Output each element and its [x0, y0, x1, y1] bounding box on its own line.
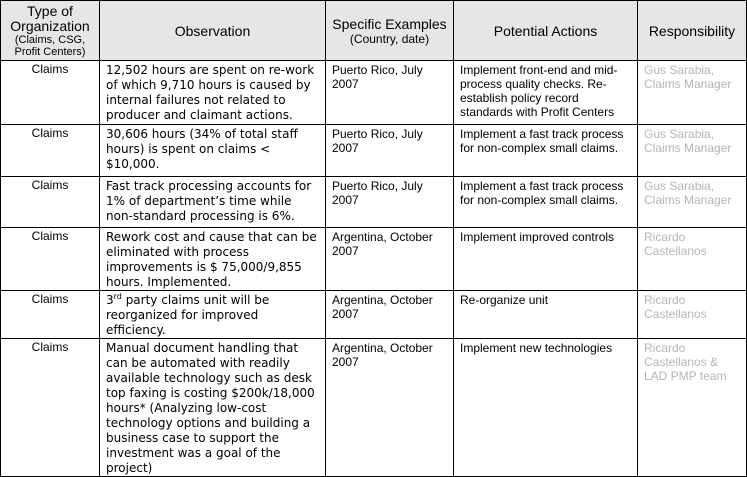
cell-observation: Manual document handling that can be automated with readily available technology such as desk top faxing is costing $200k/18,000 hours* (Analyzing low-cost technology options and building a business case to support the investment was a goal of the project) — [100, 339, 326, 477]
cell-type: Claims — [1, 125, 100, 177]
cell-action: Implement a fast track process for non-complex small claims. — [454, 125, 638, 177]
cell-example: Puerto Rico, July 2007 — [326, 177, 454, 228]
cell-example: Argentina, October 2007 — [326, 291, 454, 339]
cell-responsibility: Ricardo Castellanos — [638, 291, 747, 339]
header-row — [1, 1, 747, 61]
header-observation-label: Observation — [174, 22, 251, 39]
header-examples-label: Specific Examples — [332, 15, 447, 32]
table-row — [1, 125, 747, 177]
table-row — [1, 61, 747, 125]
cell-observation — [100, 291, 326, 339]
cell-example: Puerto Rico, July 2007 — [326, 61, 454, 125]
header-type-label: Type of Organization — [10, 2, 90, 34]
table-row — [1, 177, 747, 228]
table-row — [1, 228, 747, 291]
header-type-sublabel: (Claims, CSG, Profit Centers) — [14, 33, 86, 58]
cell-example: Argentina, October 2007 — [326, 339, 454, 477]
header-actions-label: Potential Actions — [493, 22, 598, 39]
cell-type: Claims — [1, 228, 100, 291]
cell-responsibility: Ricardo Castellanos — [638, 228, 747, 291]
table-row — [1, 291, 747, 339]
cell-action: Implement improved controls — [454, 228, 638, 291]
cell-observation: 12,502 hours are spent on re-work of which 9,710 hours is caused by internal failures not related to producer and claimant actions. — [100, 61, 326, 125]
superscript-ordinal: rd — [113, 292, 122, 301]
cell-example: Puerto Rico, July 2007 — [326, 125, 454, 177]
cell-type: Claims — [1, 177, 100, 228]
observation-text-start: 3 — [106, 293, 114, 307]
cell-action: Implement new technologies — [454, 339, 638, 477]
cell-observation: Rework cost and cause that can be eliminated with process improvements is $ 75,000/9,855 hours. Implemented. — [100, 228, 326, 291]
table-row — [1, 339, 747, 477]
header-responsibility-label: Responsibility — [648, 22, 736, 39]
header-observation — [100, 1, 326, 61]
cell-type: Claims — [1, 61, 100, 125]
cell-type: Claims — [1, 339, 100, 477]
header-potential-actions — [454, 1, 638, 61]
cell-action: Re-organize unit — [454, 291, 638, 339]
cell-observation: Fast track processing accounts for 1% of department’s time while non-standard processing is 6%. — [100, 177, 326, 228]
cell-observation: 30,606 hours (34% of total staff hours) is spent on claims < $10,000. — [100, 125, 326, 177]
header-specific-examples — [326, 1, 454, 61]
cell-responsibility: Gus Sarabia, Claims Manager — [638, 125, 747, 177]
header-examples-sublabel: (Country, date) — [349, 31, 430, 46]
cell-responsibility: Gus Sarabia, Claims Manager — [638, 61, 747, 125]
cell-action: Implement a fast track process for non-complex small claims. — [454, 177, 638, 228]
cell-responsibility: Ricardo Castellanos & LAD PMP team — [638, 339, 747, 477]
header-type-of-organization — [1, 1, 100, 61]
cell-action: Implement front-end and mid-process quality checks. Re-establish policy record standards with Profit Centers — [454, 61, 638, 125]
cell-responsibility: Gus Sarabia, Claims Manager — [638, 177, 747, 228]
observation-text-rest: party claims unit will be reorganized for improved efficiency. — [106, 293, 270, 337]
cell-type: Claims — [1, 291, 100, 339]
cell-example: Argentina, October 2007 — [326, 228, 454, 291]
header-responsibility — [638, 1, 747, 61]
